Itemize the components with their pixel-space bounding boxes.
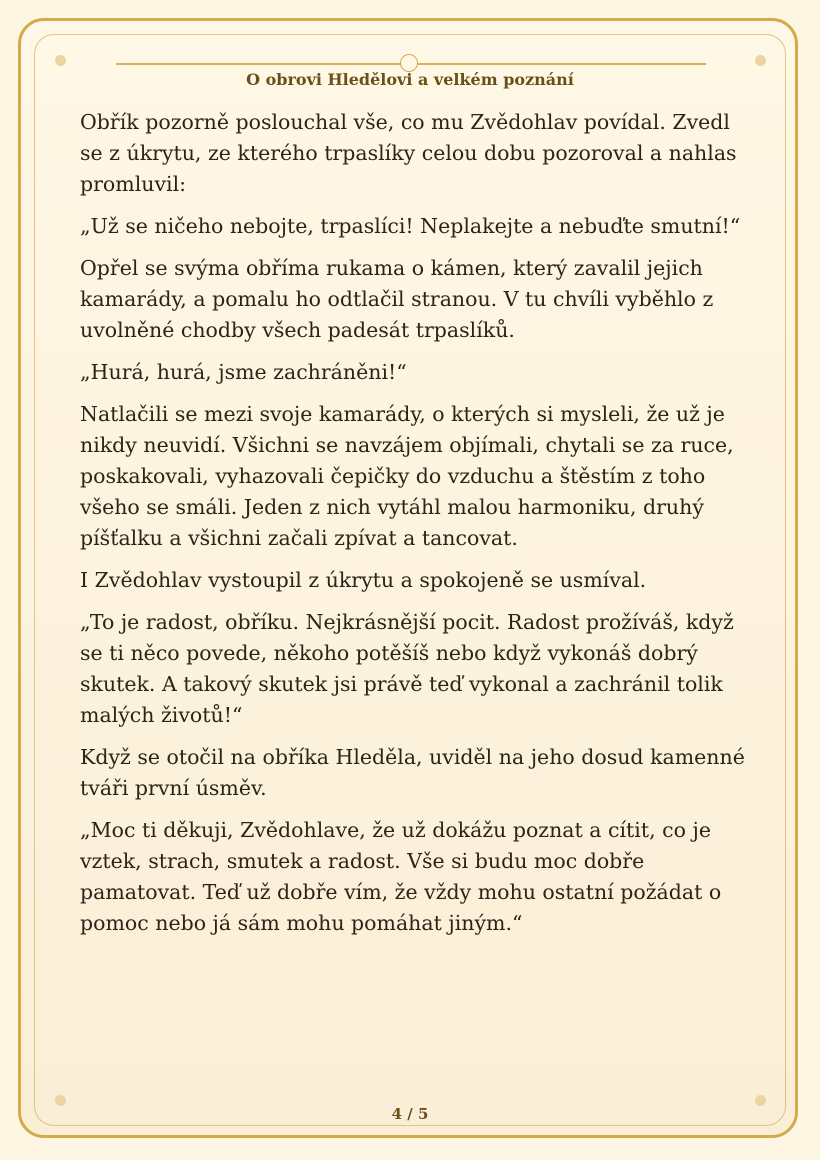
paragraph: „To je radost, obříku. Nejkrásnější pocit. Radost prožíváš, když se ti něco povede, někoho potěšíš nebo když vykonáš dobrý skutek. A takový skutek jsi právě teď vykonal a zachránil tolik malých životů!“ [80, 610, 734, 727]
story-text [80, 107, 750, 950]
paragraph: Obřík pozorně poslouchal vše, co mu Zvědohlav povídal. Zvedl se z úkrytu, ze kterého trpaslíky celou dobu pozoroval a nahlas promluvil: [80, 110, 737, 196]
paragraph: I Zvědohlav vystoupil z úkrytu a spokojeně se usmíval. [80, 568, 647, 592]
paragraph: Natlačili se mezi svoje kamarády, o kterých si mysleli, že už je nikdy neuvidí. Všichni se navzájem objímali, chytali se za ruce, poskakovali, vyhazovali čepičky do vzduchu a štěstím z toho všeho se smáli. Jeden z nich vytáhl malou harmoniku, druhý píšťalku a všichni začali zpívat a tancovat. [80, 402, 734, 550]
corner-ornament-top-left [55, 55, 66, 66]
paragraph: „Moc ti děkuji, Zvědohlave, že už dokážu poznat a cítit, co je vztek, strach, smutek a radost. Vše si budu moc dobře pamatovat. Teď už dobře vím, že vždy mohu ostatní požádat o pomoc nebo já sám mohu pomáhat jiným.“ [80, 818, 722, 935]
chapter-title: O obrovi Hledělovi a velkém poznání [246, 70, 574, 89]
paragraph: „Hurá, hurá, jsme zachráněni!“ [80, 360, 407, 384]
corner-ornament-top-right [755, 55, 766, 66]
paragraph: Když se otočil na obříka Hleděla, uviděl na jeho dosud kamenné tváři první úsměv. [80, 745, 745, 800]
paragraph: „Už se ničeho nebojte, trpaslíci! Neplakejte a nebuďte smutní!“ [80, 214, 741, 238]
page-number: 4 / 5 [391, 1105, 429, 1123]
paragraph: Opřel se svýma obříma rukama o kámen, který zavalil jejich kamarády, a pomalu ho odtlačil stranou. V tu chvíli vyběhlo z uvolněné chodby všech padesát trpaslíků. [80, 256, 714, 342]
